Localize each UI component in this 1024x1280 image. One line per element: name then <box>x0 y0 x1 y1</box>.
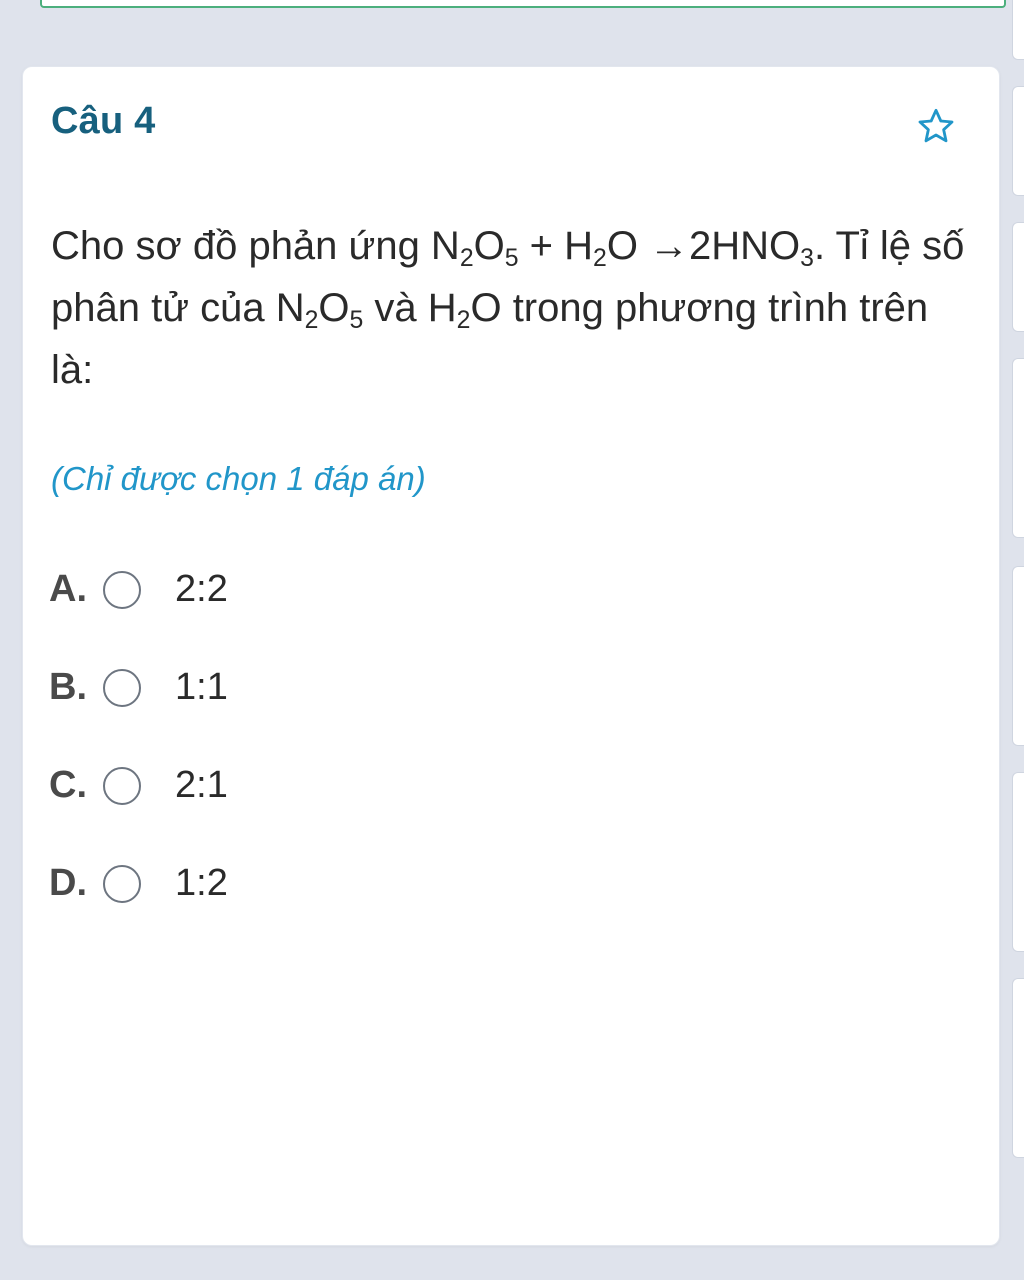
subscript: 5 <box>349 306 364 334</box>
option-letter: D. <box>49 862 87 905</box>
subscript: 2 <box>456 306 471 334</box>
question-text-segment: + H <box>518 224 594 268</box>
answer-options <box>23 499 999 933</box>
rail-item[interactable] <box>1012 978 1024 1158</box>
rail-item[interactable] <box>1012 222 1024 332</box>
radio-button-d[interactable] <box>103 865 141 903</box>
question-navigator-rail[interactable] <box>1010 0 1024 1280</box>
rail-item[interactable] <box>1012 772 1024 952</box>
question-header <box>23 67 999 149</box>
radio-button-a[interactable] <box>103 571 141 609</box>
question-text-segment: O <box>318 286 350 330</box>
answer-option-a[interactable] <box>49 541 969 639</box>
subscript: 2 <box>304 306 319 334</box>
rail-item[interactable] <box>1012 566 1024 746</box>
question-text-segment: Cho sơ đồ phản ứng N <box>51 224 460 268</box>
progress-bar <box>40 0 1006 8</box>
subscript: 2 <box>459 244 474 272</box>
option-text: 2:2 <box>175 568 228 611</box>
question-text-segment: O →2HNO <box>606 224 801 268</box>
option-letter: B. <box>49 666 87 709</box>
answer-option-d[interactable] <box>49 835 969 933</box>
question-text-segment: Tỉ lệ số phân tử của N <box>51 224 965 330</box>
option-letter: C. <box>49 764 87 807</box>
rail-item[interactable] <box>1012 0 1024 60</box>
star-outline-icon[interactable] <box>913 103 959 149</box>
rail-item[interactable] <box>1012 358 1024 538</box>
subscript: 2 <box>593 244 607 272</box>
question-text-segment: O <box>473 224 505 268</box>
option-text: 1:2 <box>175 862 228 905</box>
radio-button-b[interactable] <box>103 669 141 707</box>
radio-button-c[interactable] <box>103 767 141 805</box>
subscript: 3 <box>800 244 814 272</box>
answer-option-c[interactable] <box>49 737 969 835</box>
selection-instruction: (Chỉ được chọn 1 đáp án) <box>51 460 426 497</box>
question-text <box>23 149 999 401</box>
question-text-segment: . <box>813 224 826 268</box>
answer-option-b[interactable] <box>49 639 969 737</box>
question-text-segment: O trong phương trình trên là: <box>51 286 929 392</box>
page-title: Câu 4 <box>51 100 156 142</box>
option-letter: A. <box>49 568 87 611</box>
question-text-segment: và H <box>363 286 457 330</box>
subscript: 5 <box>504 244 519 272</box>
option-text: 1:1 <box>175 666 228 709</box>
question-card <box>22 66 1000 1246</box>
rail-item[interactable] <box>1012 86 1024 196</box>
option-text: 2:1 <box>175 764 228 807</box>
